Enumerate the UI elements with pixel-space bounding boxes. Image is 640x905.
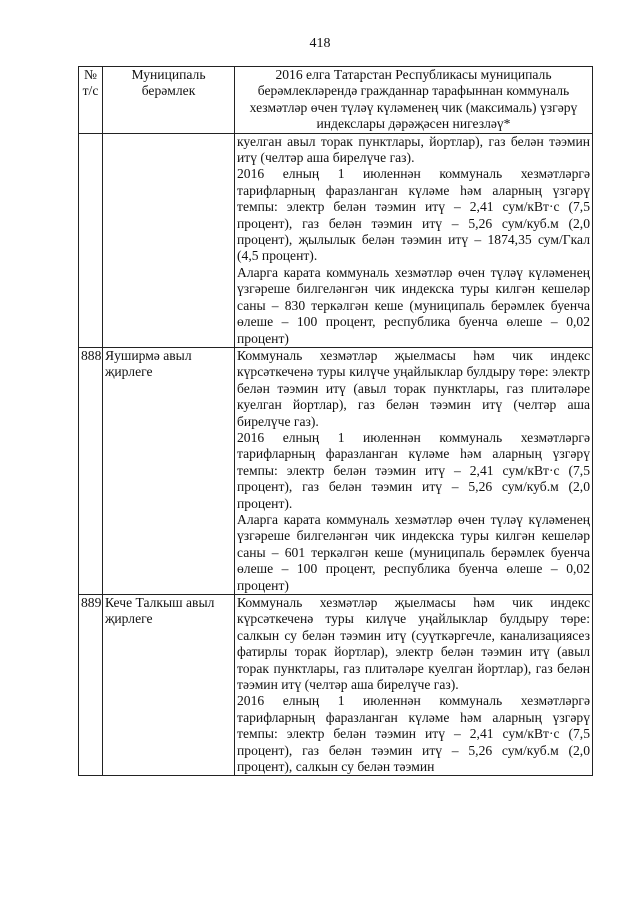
paragraph: куелган авыл торак пунктлары, йортлар), газ белән тәэмин итү (челтәр аша бирелүче газ). [237, 133, 590, 166]
paragraph: Коммуналь хезмәтләр җыелмасы һәм чик индекс күрсәткеченә туры килүче уңайлыклар булдыру төре: салкын су белән тәэмин итү (суүткәргечле, канализациясез фатирлы торак йортлар), электр белән тәэмин итү (авыл торак пунктлары, газ плитәләре куелган йортлар), газ белән тәэмин итү (челтәр аша бирелүче газ). [237, 595, 590, 693]
table-header-row [79, 67, 593, 134]
row-justification [235, 595, 593, 776]
row-justification [235, 347, 593, 594]
header-municipality: Муниципаль берәмлек [103, 67, 235, 134]
row-number [79, 133, 103, 347]
table-row [79, 133, 593, 347]
header-justification: 2016 елга Татарстан Республикасы муниципаль берәмлекләрендә гражданнар тарафыннан коммуналь хезмәтләр өчен түләү күләменең чик (максималь) үзгәрү индекслары дәрәҗәсен нигезләү* [235, 67, 593, 134]
table-row [79, 595, 593, 776]
municipal-index-table [78, 66, 593, 776]
table-row [79, 347, 593, 594]
paragraph: Коммуналь хезмәтләр җыелмасы һәм чик индекс күрсәткеченә туры килүче уңайлыклар булдыру төре: электр белән тәэмин итү (авыл торак пунктлары, газ плитәләре куелган йортлар), газ белән тәэмин итү (челтәр аша бирелүче газ). [237, 347, 590, 429]
paragraph: 2016 елның 1 июленнән коммуналь хезмәтләргә тарифларның фаразланган күләме һәм аларның үзгәрү темпы: электр белән тәэмин итү – 2,41 сум/кВт·с (7,5 процент), газ белән тәэмин итү – 5,26 сум/куб.м (2,0 процент), җылылык белән тәэмин итү – 1874,35 сум/Гкал (4,5 процент). [237, 166, 590, 264]
row-municipality [103, 133, 235, 347]
row-number: 888 [79, 347, 103, 594]
paragraph: 2016 елның 1 июленнән коммуналь хезмәтләргә тарифларның фаразланган күләме һәм аларның үзгәрү темпы: электр белән тәэмин итү – 2,41 сум/кВт·с (7,5 процент), газ белән тәэмин итү – 5,26 сум/куб.м (2,0 процент), салкын су белән тәэмин [237, 693, 590, 775]
row-number: 889 [79, 595, 103, 776]
row-municipality: Кече Талкыш авыл җирлеге [103, 595, 235, 776]
row-justification [235, 133, 593, 347]
paragraph: Аларга карата коммуналь хезмәтләр өчен түләү күләменең үзгәреше билгеләнгән чик индекска туры килгән кешеләр саны – 830 теркәлгән кеше (муниципаль берәмлек буенча өлеше – 100 процент, республика буенча өлеше – 0,02 процент) [237, 264, 590, 346]
paragraph: Аларга карата коммуналь хезмәтләр өчен түләү күләменең үзгәреше билгеләнгән чик индекска туры килгән кешеләр саны – 601 теркәлгән кеше (муниципаль берәмлек буенча өлеше – 100 процент, республика буенча өлеше – 0,02 процент) [237, 511, 590, 593]
paragraph: 2016 елның 1 июленнән коммуналь хезмәтләргә тарифларның фаразланган күләме һәм аларның үзгәрү темпы: электр белән тәэмин итү – 2,41 сум/кВт·с (7,5 процент), газ белән тәэмин итү – 5,26 сум/куб.м (2,0 процент). [237, 429, 590, 511]
header-number: № т/с [79, 67, 103, 134]
row-municipality: Яуширмә авыл җирлеге [103, 347, 235, 594]
page-number: 418 [309, 36, 331, 51]
